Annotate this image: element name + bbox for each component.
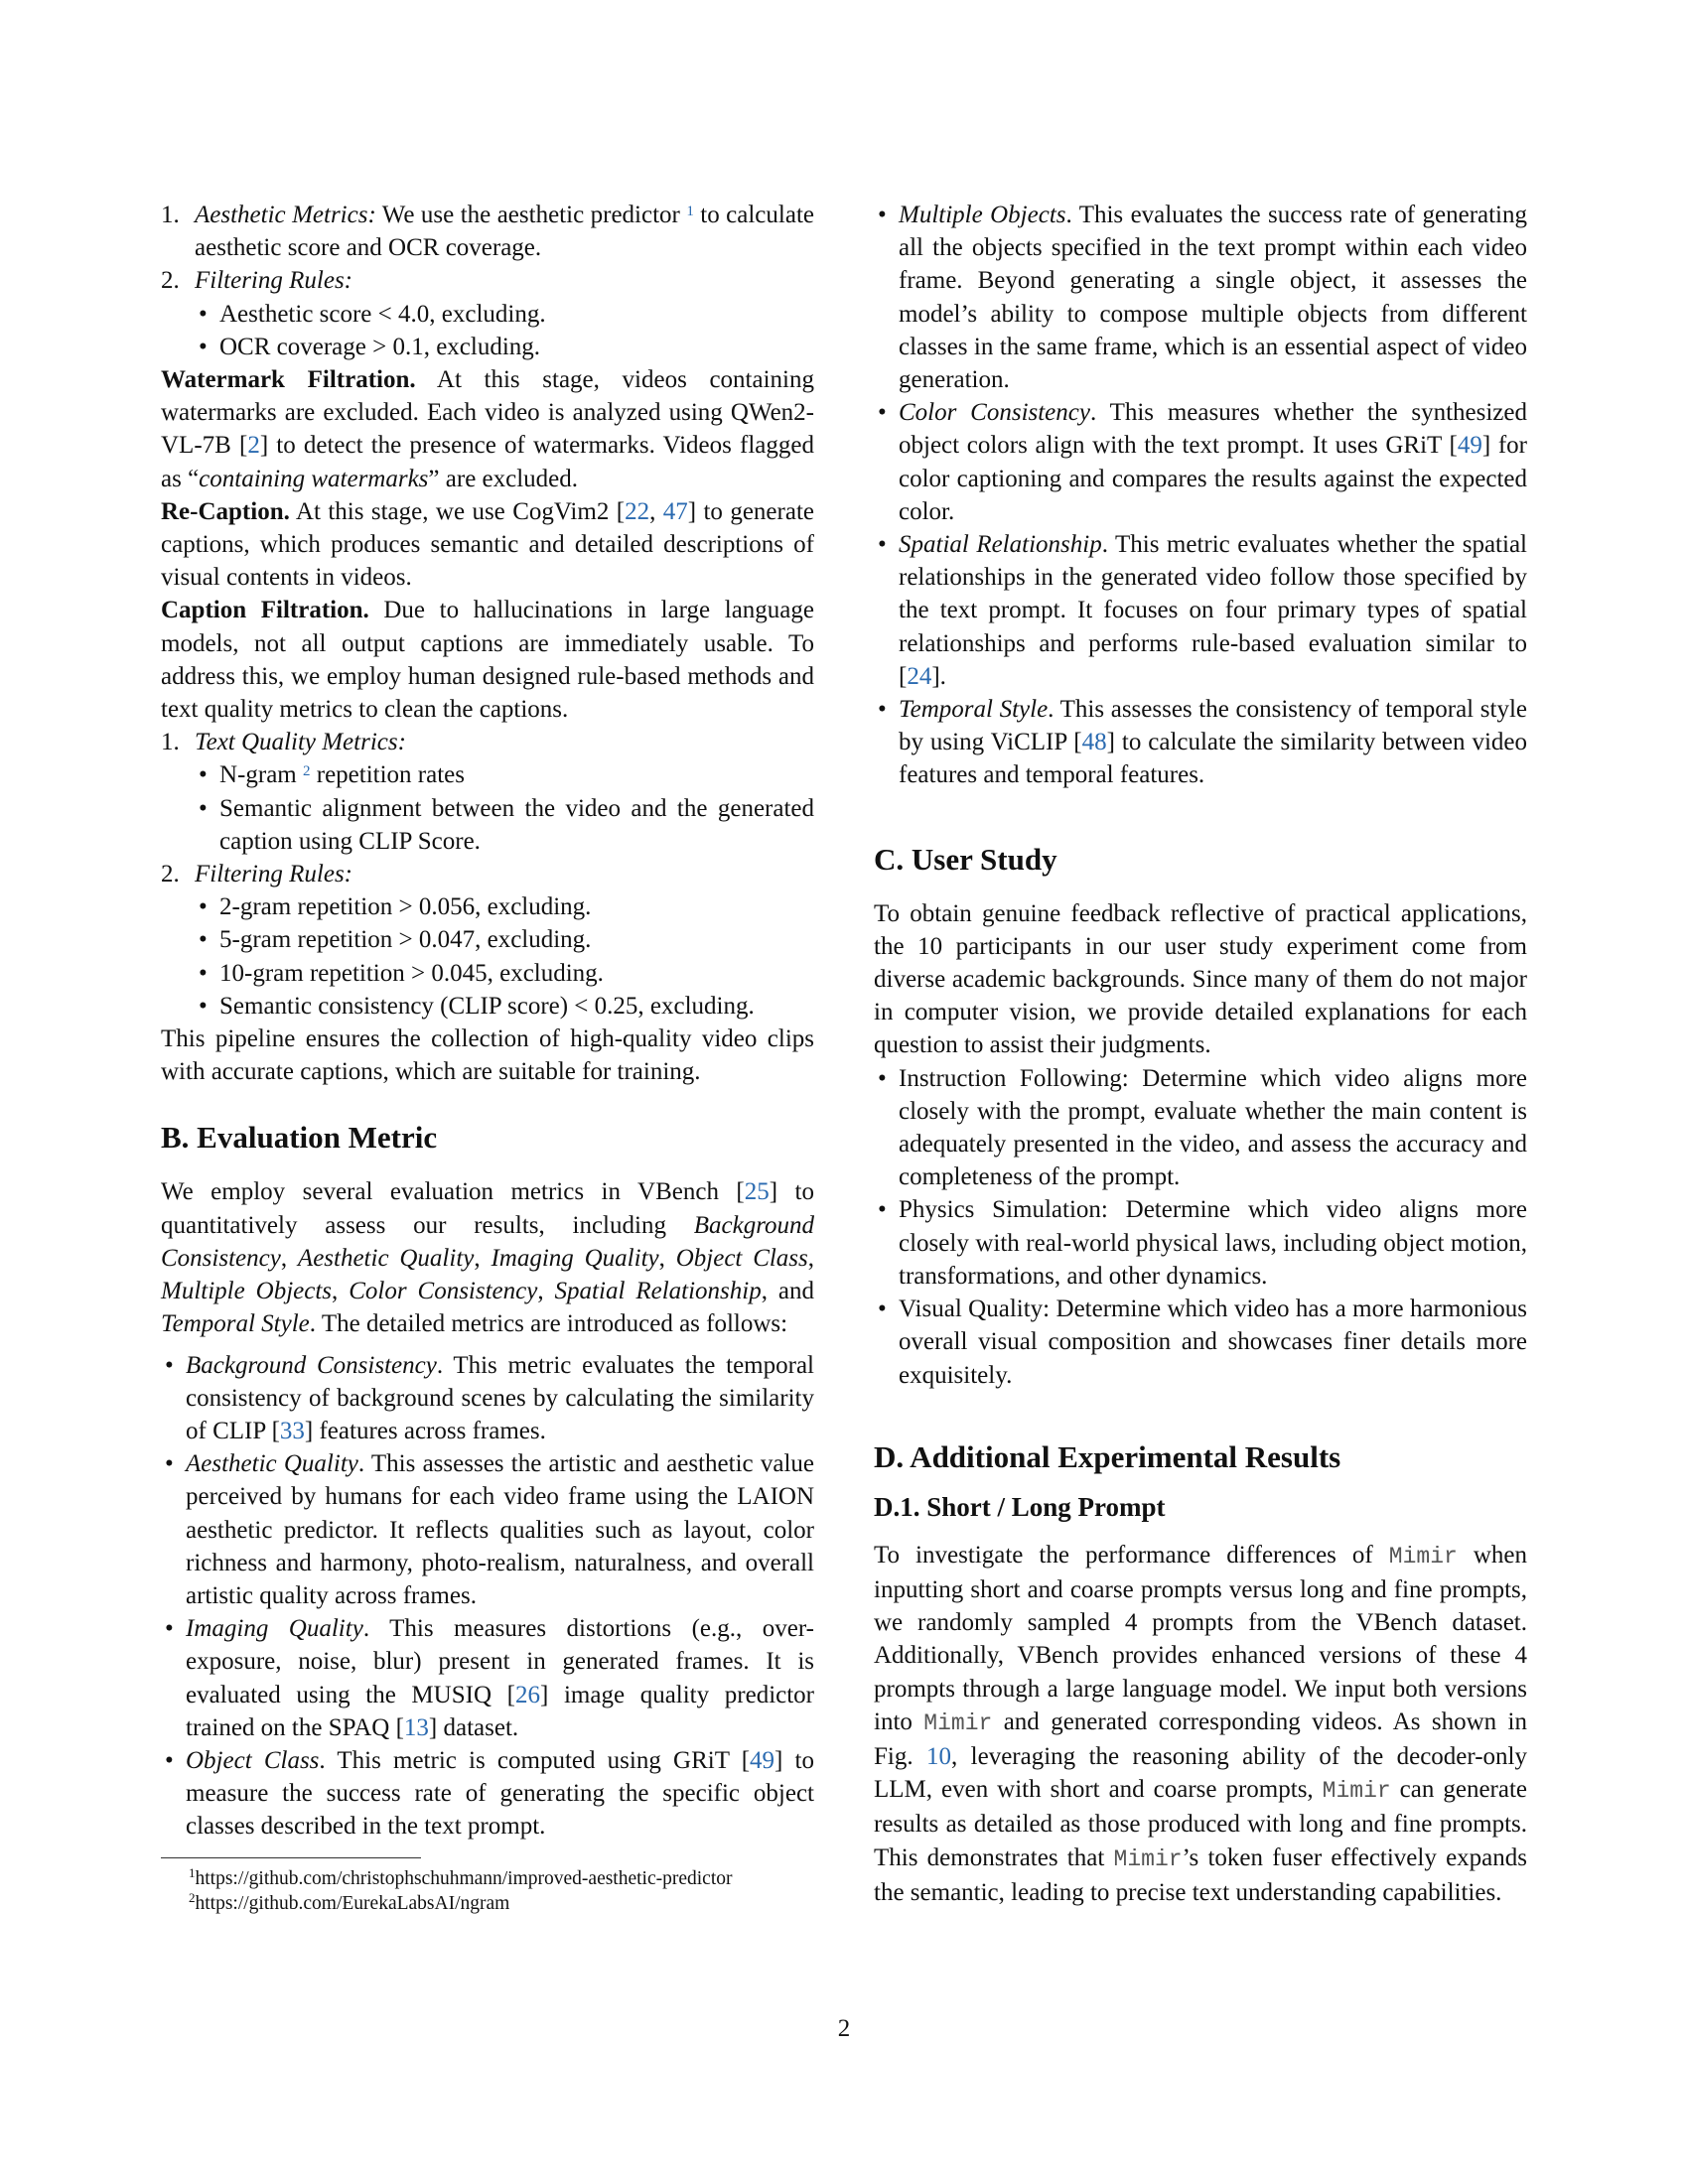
list-item: • Spatial Relationship. This metric evaluates whether the spatial relationships in the generated video follow those specified by the text prompt. It focuses on four primary types of spatial relationships and performs rule-based evaluation similar to [24]. (874, 528, 1527, 693)
footnote: $^2$https://github.com/EurekaLabsAI/ngram (189, 1889, 510, 1914)
list-item: 2. Filtering Rules: • 2-gram repetition > 0.056, excluding. • 5-gram repetition > 0.047, excluding. • 10-gram repetition > 0.045, excluding. • Semantic consistency (CLIP score) < 0.25, excluding. (161, 858, 814, 1023)
short-long-prompt-paragraph: To investigate the performance differences of Mimir when inputting short and coarse prompts versus long and fine prompts, we randomly sampled 4 prompts from the VBench dataset. Additionally, VBench provides enhanced versions of these 4 prompts through a large language model. We input both versions into Mimir and generated corresponding videos. As shown in Fig. 10, leveraging the reasoning ability of the decoder-only LLM, even with short and coarse prompts, Mimir can generate results as detailed as those produced with long and fine prompts. This demonstrates that Mimir’s token fuser effectively expands the semantic, leading to precise text understanding capabilities. (874, 1541, 1527, 1906)
section-b-title: B. Evaluation Metric (161, 1120, 438, 1156)
footnote: $^1$https://github.com/christophschuhmann/improved-aesthetic-predictor (189, 1864, 733, 1889)
evaluation-intro-paragraph: We employ several evaluation metrics in VBench [25] to quantitatively assess our results, including Background Consistency, Aesthetic Quality, Imaging Quality, Object Class, Multiple Objects, Color Consistency, Spatial Relationship, and Temporal Style. The detailed metrics are introduced as follows: (161, 1178, 815, 1338)
item-label: Text Quality Metrics: (195, 729, 406, 756)
list-item: • Imaging Quality. This measures distortions (e.g., over-exposure, noise, blur) present in generated frames. It is evaluated using the MUSIQ [26] image quality predictor trained on the SPAQ [13] dataset. (161, 1612, 814, 1744)
list-item: • Color Consistency. This measures whether the synthesized object colors align with the text prompt. It uses GRiT [49] for color captioning and compares the results against the expected color. (874, 396, 1527, 528)
paragraph-heading: Re-Caption. (161, 497, 290, 525)
item-label: Filtering Rules: (195, 267, 352, 295)
citation-link[interactable]: 2 (247, 432, 260, 460)
citation-link[interactable]: 24 (907, 662, 932, 690)
metric-list-continued (874, 199, 1527, 792)
left-column (161, 199, 814, 1916)
list-item: • Temporal Style. This assesses the consistency of temporal style by using ViCLIP [48] to calculate the similarity between video features and temporal features. (874, 693, 1527, 792)
list-item: • Semantic consistency (CLIP score) < 0.25, excluding. (195, 990, 814, 1023)
citation-link[interactable]: 33 (279, 1417, 305, 1444)
footnote-divider (161, 1857, 421, 1858)
footnote-marker[interactable]: 1 (686, 204, 694, 219)
model-name: Mimir (1388, 1543, 1458, 1570)
list-item: 1. Text Quality Metrics: • N-gram $^2$ repetition rates • Semantic alignment between the video and the generated caption using CLIP Score. (161, 726, 814, 858)
citation-link[interactable]: 48 (1081, 729, 1107, 756)
list-item: • Visual Quality: Determine which video has a more harmonious overall visual composition and showcases finer details more exquisitely. (874, 1293, 1527, 1392)
list-item: • 10-gram repetition > 0.045, excluding. (195, 957, 814, 990)
list-item: • Background Consistency. This metric evaluates the temporal consistency of background scenes by calculating the similarity of CLIP [33] features across frames. (161, 1349, 814, 1448)
list-item: • Multiple Objects. This evaluates the success rate of generating all the objects specified in the text prompt within each video frame. Beyond generating a single object, it assesses the model’s ability to compose multiple objects from different classes in the same frame, which is an essential aspect of video generation. (874, 199, 1527, 396)
caption-rules-list (161, 726, 814, 1023)
section-d1-title: D.1. Short / Long Prompt (874, 1491, 1166, 1522)
citation-link[interactable]: 49 (750, 1746, 775, 1774)
list-item: • 2-gram repetition > 0.056, excluding. (195, 890, 814, 923)
list-item: • Aesthetic score < 4.0, excluding. (195, 298, 814, 331)
pipeline-paragraph: This pipeline ensures the collection of high-quality video clips with accurate captions, which are suitable for training. (161, 1025, 814, 1086)
list-item: • 5-gram repetition > 0.047, excluding. (195, 923, 814, 956)
item-label: Filtering Rules: (195, 861, 352, 888)
paragraph-heading: Watermark Filtration. (161, 366, 416, 394)
caption-filtration-paragraph: Caption Filtration. Due to hallucinations in large language models, not all output captions are immediately usable. To address this, we employ human designed rule-based methods and text quality metrics to clean the captions. (161, 597, 814, 724)
item-label: Aesthetic Metrics: (195, 202, 376, 228)
citation-link[interactable]: 13 (403, 1713, 429, 1741)
list-item: • OCR coverage > 0.1, excluding. (195, 331, 814, 363)
footnote-link[interactable]: https://github.com/EurekaLabsAI/ngram (195, 1892, 510, 1914)
citation-link[interactable]: 49 (1457, 432, 1482, 460)
list-item: • Object Class. This metric is computed using GRiT [49] to measure the success rate of generating the specific object classes described in the text prompt. (161, 1744, 814, 1843)
user-study-list (874, 1062, 1527, 1392)
metric-list (161, 1349, 814, 1843)
footnote-link[interactable]: https://github.com/christophschuhmann/improved-aesthetic-predictor (195, 1867, 733, 1889)
list-item: • Aesthetic Quality. This assesses the artistic and aesthetic value perceived by humans for each video frame using the LAION aesthetic predictor. It reflects qualities such as layout, color richness and harmony, photo-realism, naturalness, and overall artistic quality across frames. (161, 1447, 814, 1612)
filtering-rules-list (195, 890, 814, 1023)
model-name: Mimir (1113, 1845, 1183, 1872)
list-item: • Physics Simulation: Determine which video aligns more closely with real-world physical laws, including object motion, transformations, and other dynamics. (874, 1193, 1527, 1293)
section-d-title: D. Additional Experimental Results (874, 1438, 1341, 1474)
citation-link[interactable]: 26 (514, 1681, 540, 1708)
paragraph-heading: Caption Filtration. (161, 597, 369, 624)
aesthetic-list (161, 199, 814, 363)
page-number: 2 (837, 2015, 851, 2042)
list-item: • Instruction Following: Determine which video aligns more closely with the prompt, evaluate whether the main content is adequately presented in the video, and assess the accuracy and completeness of the prompt. (874, 1062, 1527, 1194)
citation-link[interactable]: 22 (625, 497, 650, 525)
figure-link[interactable]: 10 (926, 1742, 952, 1770)
section-c-title: C. User Study (874, 841, 1057, 877)
citation-link[interactable]: 47 (662, 497, 688, 525)
list-item: • N-gram $^2$ repetition rates (195, 758, 814, 791)
watermark-paragraph: Watermark Filtration. At this stage, videos containing watermarks are excluded. Each video is analyzed using QWen2-VL-7B [2] to detect the presence of watermarks. Videos flagged as “containing watermarks” are excluded. (161, 366, 814, 492)
model-name: Mimir (1322, 1778, 1391, 1805)
filter-rules-list (195, 298, 814, 363)
right-column (874, 199, 1527, 1909)
list-item: 2. Filtering Rules: • Aesthetic score < 4.0, excluding. • OCR coverage > 0.1, excluding. (161, 264, 814, 363)
recaption-paragraph: Re-Caption. At this stage, we use CogVim2 [22, 47] to generate captions, which produces semantic and detailed descriptions of visual contents in videos. (161, 497, 814, 592)
user-study-paragraph: To obtain genuine feedback reflective of practical applications, the 10 participants in our user study experiment come from diverse academic backgrounds. Since many of them do not major in computer vision, we provide detailed explanations for each question to assist their judgments. (874, 899, 1527, 1059)
citation-link[interactable]: 25 (744, 1178, 770, 1206)
list-item: • Semantic alignment between the video and the generated caption using CLIP Score. (195, 792, 814, 858)
list-item: 1. Aesthetic Metrics: We use the aesthetic predictor $^1$ to calculate aesthetic score and OCR coverage. (161, 202, 814, 262)
footnote-marker[interactable]: 2 (303, 763, 311, 780)
model-name: Mimir (923, 1709, 993, 1736)
text-quality-list (195, 758, 814, 858)
